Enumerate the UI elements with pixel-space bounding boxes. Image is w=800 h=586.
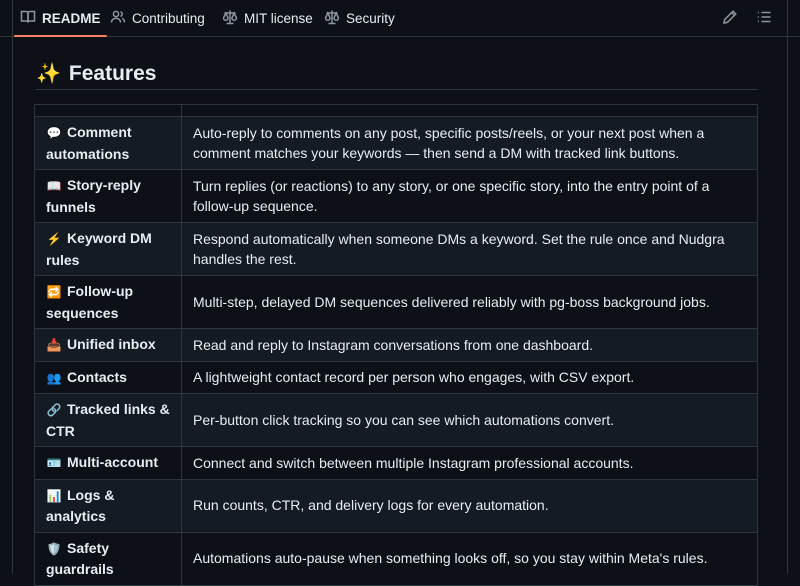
table-row	[35, 170, 758, 223]
table-row	[35, 361, 758, 394]
table-row	[35, 329, 758, 362]
features-table	[34, 104, 758, 586]
table-row	[35, 447, 758, 480]
feature-name: Keyword DM rules	[46, 230, 152, 268]
lightning-icon: ⚡	[46, 232, 62, 246]
table-row	[35, 117, 758, 170]
book-icon	[20, 9, 36, 28]
readme-tab-bar	[0, 0, 800, 37]
edit-button[interactable]	[722, 9, 740, 27]
features-heading	[36, 58, 758, 90]
book-emoji-icon: 📖	[46, 179, 62, 193]
table-header-row	[35, 105, 758, 117]
bar-chart-icon: 📊	[46, 488, 62, 503]
feature-name: Multi-account	[67, 454, 158, 470]
feature-name-cell	[35, 361, 182, 394]
table-row	[35, 223, 758, 276]
heading-text: Features	[68, 61, 157, 85]
table-header-cell	[182, 105, 758, 117]
feature-name-cell	[35, 329, 182, 362]
speech-bubble-icon: 💬	[46, 126, 62, 140]
feature-description: A lightweight contact record per person who engages, with CSV export.	[182, 361, 758, 394]
table-row	[35, 394, 758, 447]
feature-name: Logs & analytics	[46, 486, 115, 524]
tab-label: README	[42, 10, 101, 26]
people-emoji-icon: 👥	[46, 370, 62, 385]
law-icon	[324, 9, 340, 28]
feature-description: Respond automatically when someone DMs a keyword. Set the rule once and Nudgra handles the rest.	[182, 223, 758, 276]
feature-description: Multi-step, delayed DM sequences delivered reliably with pg-boss background jobs.	[182, 276, 758, 329]
link-icon: 🔗	[46, 403, 62, 417]
outline-button[interactable]	[756, 9, 774, 27]
feature-name-cell	[35, 447, 182, 480]
tab-label: Security	[346, 10, 395, 26]
feature-name-cell	[35, 170, 182, 223]
tab-mit-license[interactable]	[222, 0, 313, 36]
feature-name-cell	[35, 223, 182, 276]
feature-name: Unified inbox	[67, 336, 156, 352]
feature-name: Tracked links & CTR	[46, 401, 170, 439]
tab-label: MIT license	[244, 10, 313, 26]
sparkles-icon: ✨	[36, 63, 61, 85]
feature-name: Safety guardrails	[46, 539, 114, 577]
pencil-icon	[722, 12, 738, 29]
feature-description: Read and reply to Instagram conversations from one dashboard.	[182, 329, 758, 362]
table-row	[35, 532, 758, 585]
feature-name: Follow-up sequences	[46, 283, 134, 321]
feature-name: Comment automations	[46, 124, 132, 162]
repeat-icon: 🔁	[46, 285, 62, 299]
feature-name-cell	[35, 276, 182, 329]
feature-description: Turn replies (or reactions) to any story, or one specific story, into the entry point of a follow-up sequence.	[182, 170, 758, 223]
id-card-icon: 🪪	[46, 456, 62, 470]
feature-description: Per-button click tracking so you can see which automations convert.	[182, 394, 758, 447]
tab-readme[interactable]	[20, 0, 101, 36]
tab-contributing[interactable]	[110, 0, 205, 36]
table-header-cell	[35, 105, 182, 117]
feature-name-cell	[35, 117, 182, 170]
feature-description: Run counts, CTR, and delivery logs for every automation.	[182, 479, 758, 532]
tab-label: Contributing	[132, 10, 205, 26]
table-row	[35, 479, 758, 532]
feature-description: Automations auto-pause when something looks off, so you stay within Meta's rules.	[182, 532, 758, 585]
shield-icon: 🛡️	[46, 541, 62, 556]
feature-description: Auto-reply to comments on any post, specific posts/reels, or your next post when a comment matches your keywords — then send a DM with tracked link buttons.	[182, 117, 758, 170]
feature-name-cell	[35, 532, 182, 585]
feature-name: Contacts	[67, 368, 127, 385]
list-icon	[756, 12, 772, 29]
people-icon	[110, 9, 126, 28]
feature-description: Connect and switch between multiple Instagram professional accounts.	[182, 447, 758, 480]
table-row	[35, 276, 758, 329]
tab-security[interactable]	[324, 0, 395, 36]
feature-name-cell	[35, 394, 182, 447]
feature-name: Story-reply funnels	[46, 177, 141, 215]
inbox-icon: 📥	[46, 338, 62, 352]
law-icon	[222, 9, 238, 28]
feature-name-cell	[35, 479, 182, 532]
